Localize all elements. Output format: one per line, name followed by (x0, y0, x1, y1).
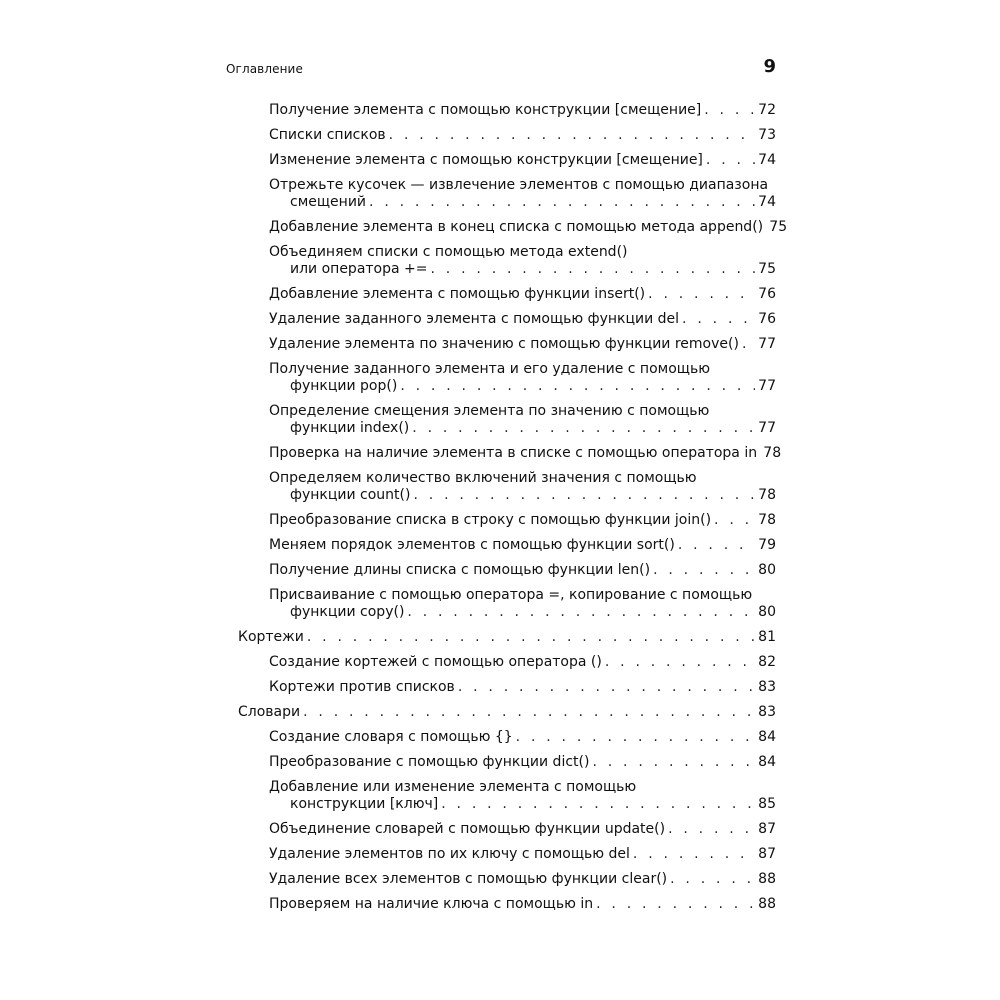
toc-entry-page-number: 73 (758, 127, 776, 143)
toc-entry-title: Создание словаря с помощью {} (269, 729, 513, 745)
dot-leader (704, 102, 755, 119)
page-number: 9 (763, 56, 776, 77)
toc-entry-row (269, 796, 776, 813)
toc-entry-title: функции count() (290, 487, 411, 503)
toc-subsection-entry[interactable] (238, 311, 776, 328)
toc-entry-row (269, 487, 776, 504)
running-title: Оглавление (226, 62, 303, 76)
toc-subsection-entry[interactable] (238, 587, 776, 621)
toc-entry-row (269, 152, 776, 169)
dot-leader (682, 311, 755, 328)
toc-subsection-entry[interactable] (238, 336, 776, 353)
toc-subsection-entry[interactable] (238, 470, 776, 504)
toc-entry-page-number: 88 (758, 871, 776, 887)
toc-subsection-entry[interactable] (238, 152, 776, 169)
dot-leader (413, 487, 755, 504)
toc-entry-title-line1: Получение заданного элемента и его удаление с помощью (269, 361, 710, 377)
toc-entry-title-line1: Объединяем списки с помощью метода extend() (269, 244, 628, 260)
toc-entry-title: Создание кортежей с помощью оператора () (269, 654, 602, 670)
dot-leader (678, 537, 755, 554)
toc-subsection-entry[interactable] (238, 821, 776, 838)
dot-leader (648, 286, 755, 303)
toc-entry-page-number: 85 (758, 796, 776, 812)
toc-entry-title-line1: Присваивание с помощью оператора =, копирование с помощью (269, 587, 753, 603)
toc-entry-title: Получение длины списка с помощью функции len() (269, 562, 651, 578)
toc-subsection-entry[interactable] (238, 779, 776, 813)
toc-entry-title: Кортежи (238, 629, 304, 645)
toc-entry-page-number: 79 (758, 537, 776, 553)
toc-section-entry[interactable] (238, 629, 776, 646)
toc-subsection-entry[interactable] (238, 127, 776, 144)
toc-entry-row (269, 194, 776, 211)
toc-entry-title: Добавление элемента с помощью функции insert() (269, 286, 646, 302)
toc-subsection-entry[interactable] (238, 177, 776, 211)
toc-entry-page-number: 75 (758, 261, 776, 277)
toc-entry-title-line1: Определение смещения элемента по значению с помощью (269, 403, 710, 419)
toc-entry-title: Проверка на наличие элемента в списке с помощью оператора in (269, 445, 758, 461)
toc-entry-title: Преобразование списка в строку с помощью функции join() (269, 512, 712, 528)
dot-leader (412, 420, 755, 437)
toc-entry-page-number: 74 (758, 152, 776, 168)
toc-entry-row (269, 679, 776, 696)
dot-leader (441, 796, 755, 813)
toc-subsection-entry[interactable] (238, 896, 776, 913)
toc-subsection-entry[interactable] (238, 219, 788, 236)
toc-entry-title: Изменение элемента с помощью конструкции [смещение] (269, 152, 703, 168)
dot-leader (670, 871, 755, 888)
toc-entry-title: Кортежи против списков (269, 679, 455, 695)
toc-entry-row (269, 261, 776, 278)
toc-entry-page-number: 83 (758, 704, 776, 720)
toc-subsection-entry[interactable] (238, 871, 776, 888)
dot-leader (431, 261, 756, 278)
toc-entry-row (269, 846, 776, 863)
dot-leader (307, 629, 755, 646)
toc-entry-page-number: 72 (758, 102, 776, 118)
toc-section-entry[interactable] (238, 704, 776, 721)
dot-leader (407, 604, 755, 621)
toc-subsection-entry[interactable] (238, 512, 776, 529)
toc-subsection-entry[interactable] (238, 537, 776, 554)
toc-entry-title: Списки списков (269, 127, 386, 143)
dot-leader (389, 127, 755, 144)
toc-entry-page-number: 77 (758, 378, 776, 394)
toc-entry-page-number: 75 (769, 219, 788, 235)
toc-entry-title: функции index() (290, 420, 410, 436)
toc-entry-row (269, 654, 776, 671)
toc-entry-title: Словари (238, 704, 301, 720)
toc-entry-title: конструкции [ключ] (290, 796, 439, 812)
toc-entry-page-number: 78 (758, 487, 776, 503)
toc-entry-title: Меняем порядок элементов с помощью функции sort() (269, 537, 675, 553)
toc-entry-title: Проверяем на наличие ключа с помощью in (269, 896, 594, 912)
toc-subsection-entry[interactable] (238, 562, 776, 579)
toc-subsection-entry[interactable] (238, 286, 776, 303)
toc-entry-row (269, 896, 776, 913)
toc-entry-row (269, 445, 782, 462)
toc-entry-title: Объединение словарей с помощью функции update() (269, 821, 666, 837)
toc-entry-page-number: 83 (758, 679, 776, 695)
toc-entry-row (269, 219, 788, 236)
toc-entry-page-number: 80 (758, 562, 776, 578)
toc-entry-title: Удаление заданного элемента с помощью функции del (269, 311, 680, 327)
toc-entry-page-number: 80 (758, 604, 776, 620)
dot-leader (653, 562, 755, 579)
toc-entry-title-line1: Отрежьте кусочек — извлечение элементов с помощью диапазона (269, 177, 769, 193)
toc-entry-page-number: 84 (758, 729, 776, 745)
toc-entry-row (269, 420, 776, 437)
toc-subsection-entry[interactable] (238, 654, 776, 671)
toc-entry-title: Удаление элементов по их ключу с помощью del (269, 846, 630, 862)
toc-entry-row (269, 286, 776, 303)
dot-leader (633, 846, 755, 863)
toc-entry-page-number: 77 (758, 420, 776, 436)
toc-entry-page-number: 77 (758, 336, 776, 352)
dot-leader (605, 654, 755, 671)
toc-entry-page-number: 78 (758, 512, 776, 528)
toc-entry-row (269, 336, 776, 353)
toc-subsection-entry[interactable] (238, 244, 776, 278)
toc-entry-row (269, 378, 776, 395)
toc-entry-row (269, 871, 776, 888)
toc-entry-page-number: 81 (758, 629, 776, 645)
toc-entry-page-number: 76 (758, 311, 776, 327)
dot-leader (592, 754, 755, 771)
dot-leader (668, 821, 755, 838)
dot-leader (369, 194, 755, 211)
toc-entry-page-number: 82 (758, 654, 776, 670)
toc-entry-title-line1: Определяем количество включений значения с помощью (269, 470, 697, 486)
toc-entry-row (269, 311, 776, 328)
toc-entry-row (269, 537, 776, 554)
dot-leader (516, 729, 755, 746)
toc-subsection-entry[interactable] (238, 754, 776, 771)
toc-entry-title: Добавление элемента в конец списка с помощью метода append() (269, 219, 764, 235)
toc-entry-row (238, 704, 776, 721)
dot-leader (303, 704, 755, 721)
toc-entry-row (269, 754, 776, 771)
toc-subsection-entry[interactable] (238, 102, 776, 119)
toc-entry-title: Удаление всех элементов с помощью функции clear() (269, 871, 668, 887)
toc-entry-title-line1: Добавление или изменение элемента с помощью (269, 779, 637, 795)
dot-leader (742, 336, 755, 353)
toc-entry-row (269, 604, 776, 621)
dot-leader (596, 896, 755, 913)
toc-entry-row (269, 562, 776, 579)
toc-subsection-entry[interactable] (238, 445, 782, 462)
toc-entry-title: функции copy() (290, 604, 405, 620)
toc-entry-title: или оператора += (290, 261, 428, 277)
toc-entry-row (269, 729, 776, 746)
toc-entry-row (269, 102, 776, 119)
toc-entry-row (269, 127, 776, 144)
toc-subsection-entry[interactable] (238, 729, 776, 746)
toc-entry-page-number: 78 (763, 445, 782, 461)
toc-entry-page-number: 87 (758, 821, 776, 837)
toc-entry-page-number: 76 (758, 286, 776, 302)
toc-entry-title: Преобразование с помощью функции dict() (269, 754, 590, 770)
toc-entry-row (269, 512, 776, 529)
toc-entry-title: Удаление элемента по значению с помощью функции remove() (269, 336, 739, 352)
toc-subsection-entry[interactable] (238, 679, 776, 696)
toc-entry-page-number: 87 (758, 846, 776, 862)
toc-subsection-entry[interactable] (238, 361, 776, 395)
dot-leader (706, 152, 755, 169)
dot-leader (714, 512, 755, 529)
toc-entry-page-number: 84 (758, 754, 776, 770)
toc-subsection-entry[interactable] (238, 846, 776, 863)
toc-entry-row (238, 629, 776, 646)
table-of-contents (238, 102, 788, 921)
toc-entry-title: Получение элемента с помощью конструкции [смещение] (269, 102, 702, 118)
toc-entry-title: смещений (290, 194, 367, 210)
dot-leader (458, 679, 755, 696)
toc-subsection-entry[interactable] (238, 403, 776, 437)
toc-entry-page-number: 88 (758, 896, 776, 912)
toc-entry-title: функции pop() (290, 378, 398, 394)
toc-entry-row (269, 821, 776, 838)
dot-leader (400, 378, 755, 395)
toc-entry-page-number: 74 (758, 194, 776, 210)
